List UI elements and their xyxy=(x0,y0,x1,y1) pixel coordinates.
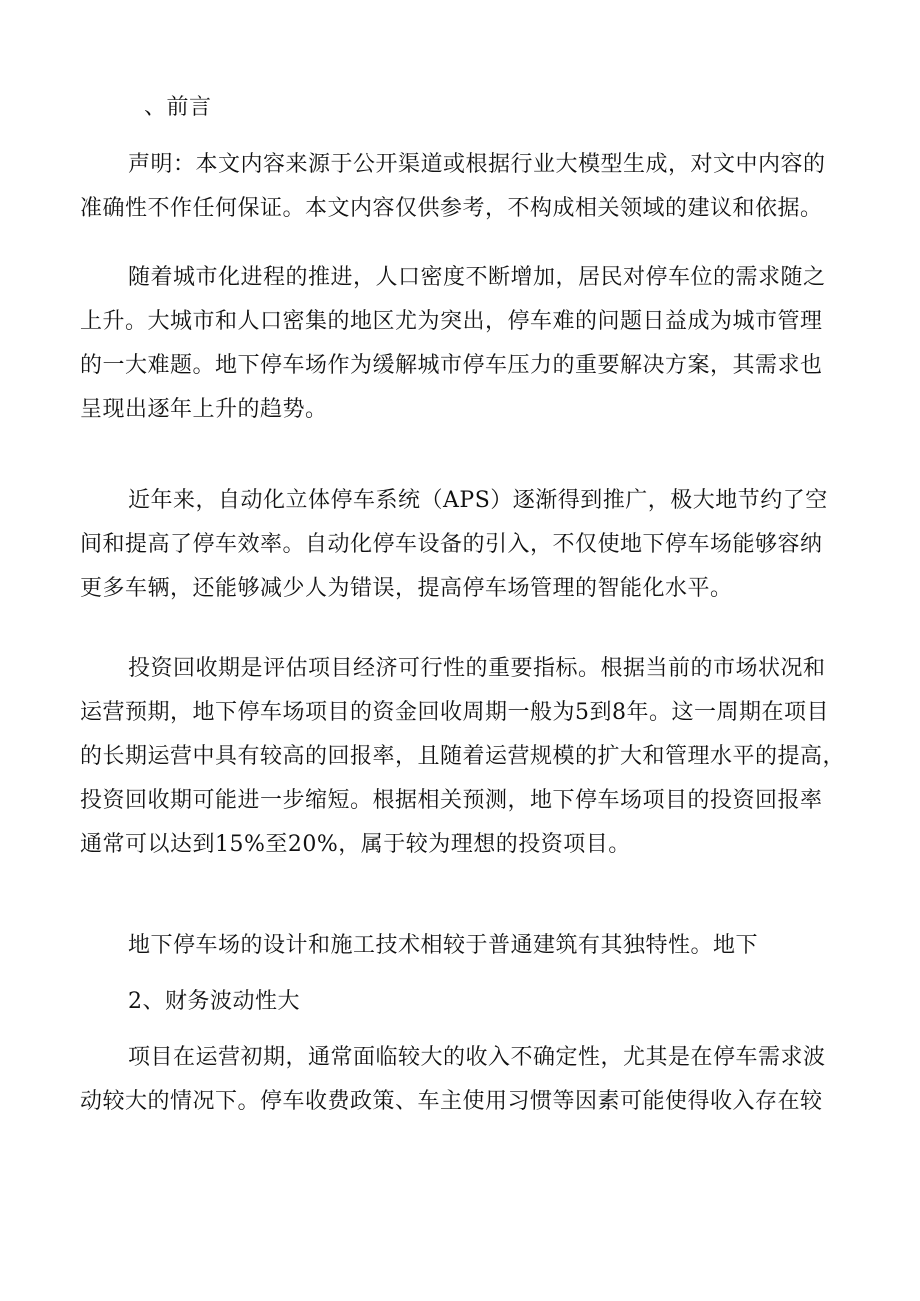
disclaimer-paragraph xyxy=(80,143,840,231)
financial-paragraph xyxy=(80,1036,840,1124)
paragraph-line: 通常可以达到15%至20%，属于较为理想的投资项目。 xyxy=(80,832,631,857)
payback-paragraph xyxy=(80,647,846,867)
heading-text: 2、财务波动性大 xyxy=(128,989,300,1014)
section-heading-financial xyxy=(80,980,840,1024)
section-heading-preface xyxy=(80,86,904,130)
design-paragraph xyxy=(80,924,840,968)
paragraph-line: 间和提高了停车效率。自动化停车设备的引入，不仅使地下停车场能够容纳 xyxy=(80,532,823,557)
paragraph-line: 项目在运营初期，通常面临较大的收入不确定性，尤其是在停车需求波 xyxy=(128,1045,826,1070)
paragraph-line: 近年来，自动化立体停车系统（APS）逐渐得到推广，极大地节约了空 xyxy=(128,488,828,513)
paragraph-line: 声明：本文内容来源于公开渠道或根据行业大模型生成，对文中内容的 xyxy=(128,152,826,177)
paragraph-line: 投资回收期是评估项目经济可行性的重要指标。根据当前的市场状况和 xyxy=(128,656,826,681)
paragraph-line: 的一大难题。地下停车场作为缓解城市停车压力的重要解决方案，其需求也 xyxy=(80,353,823,378)
paragraph-line: 更多车辆，还能够减少人为错误，提高停车场管理的智能化水平。 xyxy=(80,576,733,601)
paragraph-line: 动较大的情况下。停车收费政策、车主使用习惯等因素可能使得收入存在较 xyxy=(80,1089,823,1114)
paragraph-line: 运营预期，地下停车场项目的资金回收周期一般为5到8年。这一周期在项目 xyxy=(80,700,829,725)
paragraph-line: 地下停车场的设计和施工技术相较于普通建筑有其独特性。地下 xyxy=(128,933,759,958)
urbanization-paragraph xyxy=(80,256,840,432)
heading-text: 、前言 xyxy=(144,95,212,120)
paragraph-line: 投资回收期可能进一步缩短。根据相关预测，地下停车场项目的投资回报率 xyxy=(80,788,823,813)
paragraph-line: 随着城市化进程的推进，人口密度不断增加，居民对停车位的需求随之 xyxy=(128,265,826,290)
paragraph-line: 的长期运营中具有较高的回报率，且随着运营规模的扩大和管理水平的提高， xyxy=(80,744,846,769)
paragraph-line: 呈现出逐年上升的趋势。 xyxy=(80,397,328,422)
paragraph-line: 上升。大城市和人口密集的地区尤为突出，停车难的问题日益成为城市管理 xyxy=(80,309,823,334)
automation-paragraph xyxy=(80,479,840,611)
paragraph-line: 准确性不作任何保证。本文内容仅供参考，不构成相关领域的建议和依据。 xyxy=(80,196,823,221)
